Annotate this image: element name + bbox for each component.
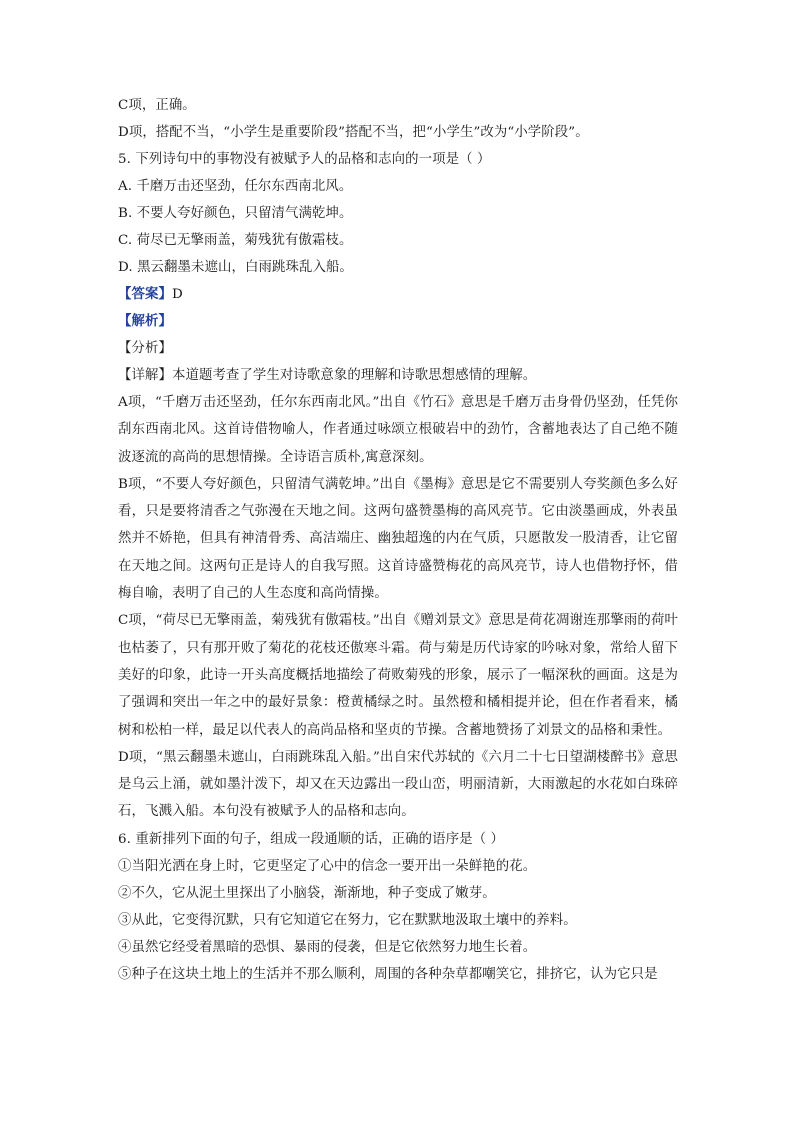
detail-tag: 【详解】 <box>118 368 172 383</box>
question-6-sentence-3: ③从此，它变得沉默，只有它知道它在努力，它在默默地汲取土壤中的养料。 <box>118 912 577 928</box>
question-5-option-d: D. 黑云翻墨未遮山，白雨跳珠乱入船。 <box>118 260 353 275</box>
question-5-stem: 5. 下列诗句中的事物没有被赋予人的品格和志向的一项是（ ） <box>118 152 491 167</box>
analysis-line <box>118 308 678 335</box>
fenxi-line <box>118 335 678 362</box>
d-option-note: D项，搭配不当，“小学生是重要阶段”搭配不当，把“小学生”改为“小学阶段”。 <box>118 125 589 140</box>
question-5-option-a: A. 千磨万击还坚劲，任尔东西南北风。 <box>118 179 353 194</box>
explanation-a: A项，“千磨万击还坚劲，任尔东西南北风。”出自《竹石》意思是千磨万击身骨仍坚劲，任凭你刮东西南北风。这首诗借物喻人，作者通过咏颂立根破岩中的劲竹，含蓄地表达了自己绝不随波逐流的高尚的思想情操。全诗语言质朴,寓意深刻。 <box>118 395 678 465</box>
document-page <box>118 92 678 988</box>
explanation-c: C项，“荷尽已无擎雨盖，菊残犹有傲霜枝。”出自《赠刘景文》意思是荷花凋谢连那擎雨的荷叶也枯萎了，只有那开败了菊花的花枝还傲寒斗霜。荷与菊是历代诗家的吟咏对象，常给人留下美好的印象，此诗一开头高度概括地描绘了荷败菊残的形象，展示了一幅深秋的画面。这是为了强调和突出一年之中的最好景象：橙黄橘绿之时。虽然橙和橘相提并论，但在作者看来，橘树和松柏一样，最足以代表人的高尚品格和坚贞的节操。含蓄地赞扬了刘景文的品格和秉性。 <box>118 613 678 738</box>
answer-value: D <box>171 287 183 302</box>
detail-line <box>118 362 678 389</box>
analysis-tag: 【解析】 <box>118 313 172 329</box>
explanation-d: D项，“黑云翻墨未遮山，白雨跳珠乱入船。”出自宋代苏轼的《六月二十七日望湖楼醉书》意思是乌云上涌，就如墨汁泼下，却又在天边露出一段山峦，明丽清新，大雨激起的水花如白珠碎石，飞溅入船。本句没有被赋予人的品格和志向。 <box>118 749 678 820</box>
question-6-sentence-4: ④虽然它经受着黑暗的恐惧、暴雨的侵袭，但是它依然努力地生长着。 <box>118 939 537 955</box>
question-6-sentence-5: ⑤种子在这块土地上的生活并不那么顺利，周围的各种杂草都嘲笑它，排挤它，认为它只是 <box>118 966 658 982</box>
fenxi-tag: 【分析】 <box>118 341 172 356</box>
detail-text: 本道题考查了学生对诗歌意象的理解和诗歌思想感情的理解。 <box>171 368 537 383</box>
answer-tag: 【答案】 <box>118 286 172 302</box>
question-6-sentence-1: ①当阳光洒在身上时，它更坚定了心中的信念一要开出一朵鲜艳的花。 <box>118 858 537 874</box>
question-5-option-b: B. 不要人夸好颜色，只留清气满乾坤。 <box>118 206 353 221</box>
c-option-note: C项，正确。 <box>118 98 196 113</box>
answer-line <box>118 281 678 308</box>
question-6-stem: 6. 重新排列下面的句子，组成一段通顺的话，正确的语序是（ ） <box>118 831 504 847</box>
question-6-sentence-2: ②不久，它从泥土里探出了小脑袋，渐渐地，种子变成了嫩芽。 <box>118 885 496 901</box>
explanation-b: B项，“不要人夸好颜色，只留清气满乾坤。”出自《墨梅》意思是它不需要别人夸奖颜色多么好看，只是要将清香之气弥漫在天地之间。这两句盛赞墨梅的高风亮节。它由淡墨画成，外表虽然并不娇艳，但具有神清骨秀、高洁端庄、幽独超逸的内在气质，只愿散发一股清香，让它留在天地之间。这两句正是诗人的自我写照。这首诗盛赞梅花的高风亮节，诗人也借物抒怀，借梅自喻，表明了自己的人生态度和高尚情操。 <box>118 476 678 602</box>
question-5-option-c: C. 荷尽已无擎雨盖，菊残犹有傲霜枝。 <box>118 233 353 248</box>
